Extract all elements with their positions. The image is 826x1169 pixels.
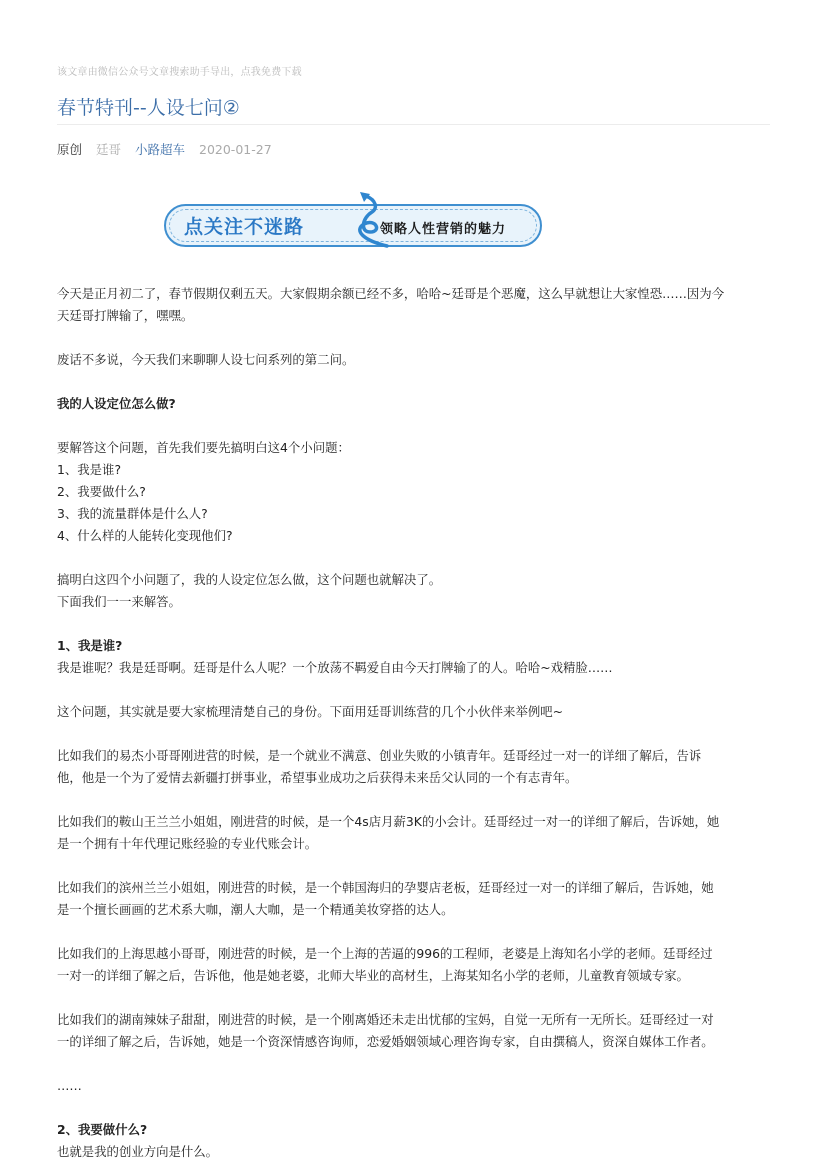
- export-notice-link[interactable]: 该文章由微信公众号文章搜索助手导出，点我免费下载: [57, 67, 302, 78]
- paragraph: 是一个擅长画画的艺术系大咖，潮人大咖，是一个精通美妆穿搭的达人。: [57, 902, 454, 917]
- paragraph: 我是谁呢？我是廷哥啊。廷哥是什么人呢？一个放荡不羁爱自由今天打牌输了的人。哈哈~戏精脸……: [57, 660, 613, 675]
- section-heading: 我的人设定位怎么做?: [57, 396, 176, 411]
- follow-banner: [162, 190, 545, 252]
- paragraph: 一的详细了解之后，告诉她，她是一个资深情感咨询师，恋爱婚姻领域心理咨询专家，自由撰稿人，资深自媒体工作者。: [57, 1034, 714, 1049]
- article-body: [57, 283, 770, 1163]
- paragraph: 比如我们的上海思越小哥哥，刚进营的时候，是一个上海的苦逼的996的工程师，老婆是上海知名小学的老师。廷哥经过: [57, 946, 713, 961]
- banner-follow-text: 点关注不迷路: [184, 216, 305, 238]
- author-name: 廷哥: [96, 142, 122, 157]
- list-item: 2、我要做什么?: [57, 484, 146, 499]
- paragraph: 今天是正月初二了，春节假期仅剩五天。大家假期余额已经不多，哈哈~廷哥是个恶魔，这么早就想让大家惶恐……因为今: [57, 286, 725, 301]
- paragraph: 搞明白这四个小问题了，我的人设定位怎么做，这个问题也就解决了。: [57, 572, 442, 587]
- paragraph: 他，他是一个为了爱情去新疆打拼事业，希望事业成功之后获得未来岳父认同的一个有志青年。: [57, 770, 578, 785]
- banner-slogan-text: 领略人性营销的魅力: [380, 222, 507, 237]
- paragraph: 这个问题，其实就是要大家梳理清楚自己的身份。下面用廷哥训练营的几个小伙伴来举例吧~: [57, 704, 564, 719]
- original-label: 原创: [57, 142, 83, 157]
- paragraph: 比如我们的湖南辣妹子甜甜，刚进营的时候，是一个刚离婚还未走出忧郁的宝妈，自觉一无所有一无所长。廷哥经过一对: [57, 1012, 714, 1027]
- paragraph: 下面我们一一来解答。: [57, 594, 181, 609]
- paragraph: 是一个拥有十年代理记账经验的专业代账会计。: [57, 836, 318, 851]
- paragraph: 比如我们的鞍山王兰兰小姐姐，刚进营的时候，是一个4s店月薪3K的小会计。廷哥经过一对一的详细了解后，告诉她，她: [57, 814, 720, 829]
- paragraph: 比如我们的易杰小哥哥刚进营的时候，是一个就业不满意、创业失败的小镇青年。廷哥经过一对一的详细了解后，告诉: [57, 748, 702, 763]
- ellipsis: ……: [57, 1078, 82, 1093]
- section-heading: 2、我要做什么?: [57, 1122, 148, 1137]
- list-item: 4、什么样的人能转化变现他们?: [57, 528, 233, 543]
- paragraph: 比如我们的滨州兰兰小姐姐，刚进营的时候，是一个韩国海归的孕婴店老板，廷哥经过一对一的详细了解后，告诉她，她: [57, 880, 714, 895]
- section-heading: 1、我是谁?: [57, 638, 123, 653]
- paragraph: 废话不多说，今天我们来聊聊人设七问系列的第二问。: [57, 352, 355, 367]
- list-item: 1、我是谁?: [57, 462, 122, 477]
- article-title: 春节特刊--人设七问②: [57, 97, 240, 119]
- article-meta: [57, 140, 282, 158]
- publish-date: 2020-01-27: [199, 142, 272, 157]
- paragraph: 要解答这个问题，首先我们要先搞明白这4个小问题：: [57, 440, 350, 455]
- account-link[interactable]: 小路超车: [135, 142, 186, 157]
- list-item: 3、我的流量群体是什么人?: [57, 506, 208, 521]
- paragraph: 天廷哥打牌输了，嘿嘿。: [57, 308, 194, 323]
- title-divider: [57, 124, 770, 125]
- paragraph: 一对一的详细了解之后，告诉他，他是她老婆，北师大毕业的高材生，上海某知名小学的老师，儿童教育领域专家。: [57, 968, 689, 983]
- paragraph: 也就是我的创业方向是什么。: [57, 1144, 219, 1159]
